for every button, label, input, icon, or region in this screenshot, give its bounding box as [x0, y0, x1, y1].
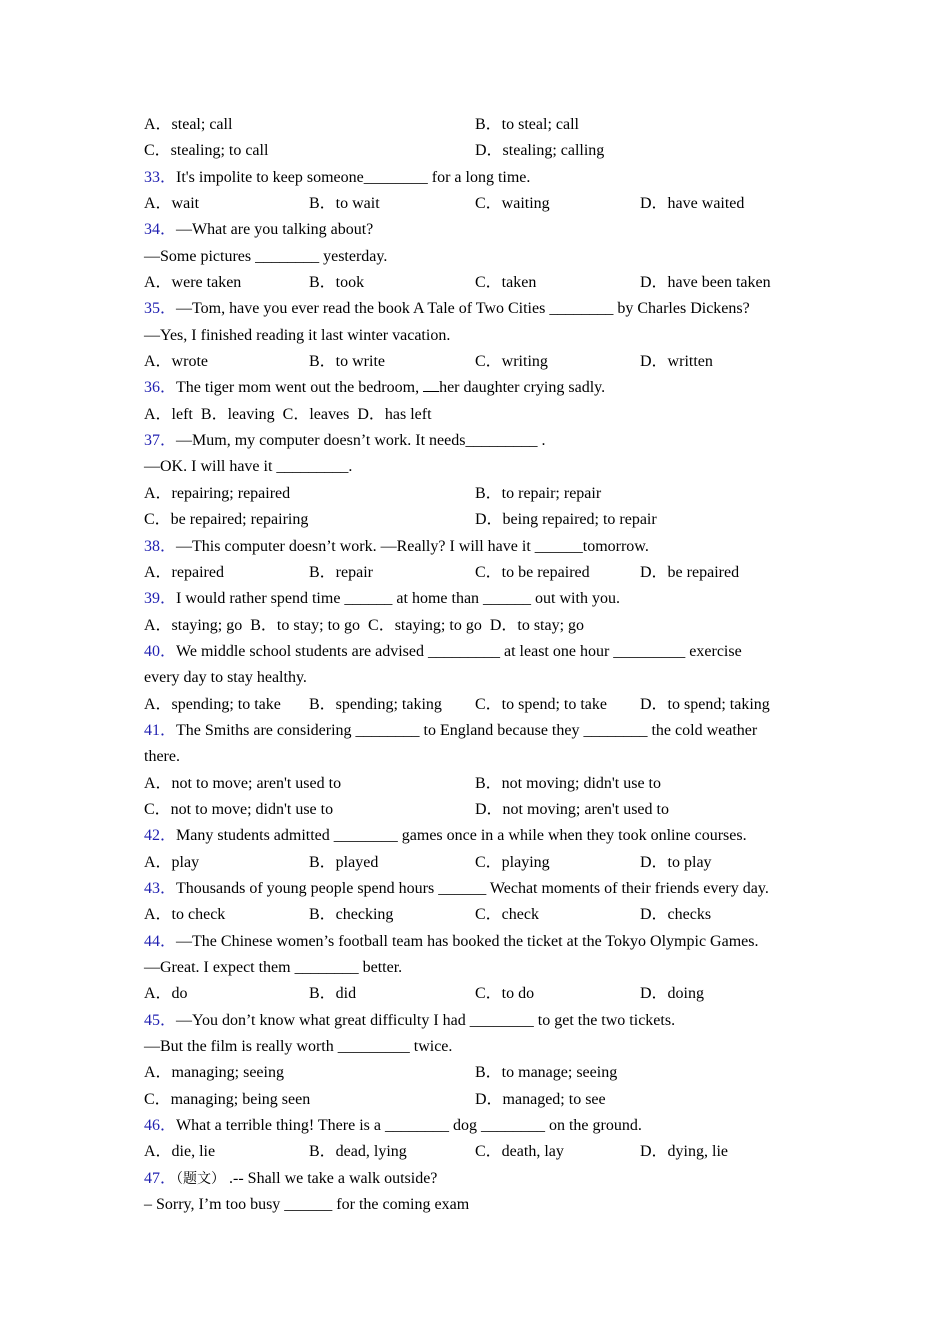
option-row — [144, 481, 804, 507]
question-text: —You don’t know what great difficulty I had ________ to get the two tickets. — [176, 1011, 676, 1029]
option-d: D．to stay; go — [489, 616, 585, 634]
question-43 — [144, 876, 804, 902]
question-text-line: —But the film is really worth _________ twice. — [144, 1038, 453, 1056]
option-d: D．checks — [640, 906, 712, 924]
question-46 — [144, 1113, 804, 1139]
question-39 — [144, 586, 804, 612]
option-b: B．leaving — [200, 405, 275, 423]
question-text: What a terrible thing! There is a ________ dog ________ on the ground. — [176, 1117, 642, 1135]
option-b: B．checking — [309, 906, 394, 924]
question-number: 35． — [144, 300, 177, 318]
option-a: A．steal; call — [144, 116, 233, 133]
option-c: C．to be repaired — [475, 563, 590, 581]
option-d: D．have waited — [640, 195, 745, 213]
question-number: 34． — [144, 221, 177, 239]
option-d: D．have been taken — [640, 274, 771, 292]
option-row — [144, 1139, 804, 1165]
option-b: B．repair — [309, 563, 373, 581]
option-c: C．playing — [475, 853, 550, 871]
option-c: C．taken — [475, 274, 537, 292]
option-c: C．leaves — [282, 405, 350, 423]
option-a: A．staying; go — [144, 616, 243, 634]
answer-blank — [423, 376, 439, 392]
option-row — [144, 613, 804, 639]
option-row — [144, 1060, 804, 1086]
option-a: A．play — [144, 853, 200, 871]
question-number: 40． — [144, 642, 177, 660]
option-row — [144, 138, 804, 164]
option-d: D．stealing; calling — [475, 142, 605, 160]
option-b: B．not moving; didn't use to — [475, 774, 662, 792]
question-list — [144, 112, 804, 1218]
option-row — [144, 349, 804, 375]
option-a: A．die, lie — [144, 1143, 216, 1161]
option-row — [144, 1087, 804, 1113]
option-b: B．to steal; call — [475, 116, 579, 133]
option-d: D．doing — [640, 985, 705, 1003]
option-d: D．written — [640, 353, 713, 371]
question-33 — [144, 165, 804, 191]
question-number: 43． — [144, 879, 177, 897]
question-38 — [144, 534, 804, 560]
option-b: B．played — [309, 853, 379, 871]
option-a: A．repairing; repaired — [144, 484, 291, 502]
question-number: 33． — [144, 168, 177, 186]
question-41 — [144, 718, 804, 744]
question-37 — [144, 428, 804, 454]
option-d: D．being repaired; to repair — [475, 511, 657, 529]
question-number: 44． — [144, 932, 177, 950]
option-c: C．writing — [475, 353, 548, 371]
option-c: C．to spend; to take — [475, 695, 607, 713]
option-b: B．spending; taking — [309, 695, 442, 713]
question-text: Thousands of young people spend hours ______ Wechat moments of their friends every day. — [176, 879, 769, 897]
option-b: B．dead, lying — [309, 1143, 407, 1161]
option-c: C．staying; to go — [368, 616, 482, 634]
option-b: B．to stay; to go — [250, 616, 361, 634]
option-a: A．managing; seeing — [144, 1064, 284, 1082]
option-c: C．to do — [475, 985, 535, 1003]
option-b: B．to wait — [309, 195, 380, 213]
question-text: The tiger mom went out the bedroom, — [176, 379, 424, 397]
question-36 — [144, 375, 804, 401]
question-number: 38． — [144, 537, 177, 555]
question-number: 37． — [144, 432, 177, 450]
option-d: D．be repaired — [640, 563, 740, 581]
question-text: —Mum, my computer doesn’t work. It needs_________ . — [176, 432, 546, 450]
option-a: A．spending; to take — [144, 695, 281, 713]
option-c: C．managing; being seen — [144, 1090, 311, 1108]
question-tag: （题文） — [176, 1170, 226, 1187]
question-number: 36． — [144, 379, 177, 397]
option-row — [144, 560, 804, 586]
question-text-line: every day to stay healthy. — [144, 669, 307, 687]
question-number: 41． — [144, 721, 177, 739]
option-row — [144, 850, 804, 876]
question-text: It's impolite to keep someone________ for a long time. — [176, 168, 531, 186]
option-d: D．not moving; aren't used to — [475, 800, 669, 818]
option-row — [144, 112, 804, 138]
option-row — [144, 902, 804, 928]
question-47 — [144, 1166, 804, 1192]
option-a: A．wrote — [144, 353, 208, 371]
question-number: 47． — [144, 1169, 177, 1187]
question-text: —What are you talking about? — [176, 221, 374, 239]
option-c: C．waiting — [475, 195, 550, 213]
option-a: A．left — [144, 405, 193, 423]
option-d: D．to play — [640, 853, 712, 871]
question-text: The Smiths are considering ________ to England because they ________ the cold weather — [176, 721, 758, 739]
question-number: 39． — [144, 590, 177, 608]
option-c: C．stealing; to call — [144, 142, 269, 160]
question-number: 42． — [144, 827, 177, 845]
option-row — [144, 402, 804, 428]
option-row — [144, 981, 804, 1007]
question-45 — [144, 1008, 804, 1034]
option-d: D．managed; to see — [475, 1090, 606, 1108]
question-40 — [144, 639, 804, 665]
question-text-line: —Great. I expect them ________ better. — [144, 959, 403, 976]
question-text: I would rather spend time ______ at home than ______ out with you. — [176, 590, 620, 608]
option-c: C．death, lay — [475, 1143, 564, 1161]
option-b: B．took — [309, 274, 365, 292]
question-number: 46． — [144, 1117, 177, 1135]
option-a: A．to check — [144, 906, 226, 924]
question-text: .-- Shall we take a walk outside? — [225, 1169, 438, 1187]
option-b: B．to repair; repair — [475, 484, 602, 502]
option-c: C．check — [475, 906, 539, 924]
option-row — [144, 771, 804, 797]
question-text: —The Chinese women’s football team has booked the ticket at the Tokyo Olympic Games. — [176, 932, 759, 950]
question-text: her daughter crying sadly. — [439, 379, 606, 397]
option-c: C．be repaired; repairing — [144, 511, 309, 529]
option-row — [144, 191, 804, 217]
option-a: A．do — [144, 985, 188, 1003]
question-text: Many students admitted ________ games once in a while when they took online courses. — [176, 827, 747, 845]
question-44 — [144, 929, 804, 955]
option-row — [144, 797, 804, 823]
option-d: D．to spend; taking — [640, 695, 770, 713]
question-text-line: —Some pictures ________ yesterday. — [144, 247, 388, 265]
option-row — [144, 270, 804, 296]
option-a: A．repaired — [144, 563, 224, 581]
question-34 — [144, 217, 804, 243]
option-d: D．has left — [357, 405, 432, 423]
option-row — [144, 507, 804, 533]
option-b: B．did — [309, 985, 357, 1003]
option-d: D．dying, lie — [640, 1143, 728, 1161]
question-35 — [144, 296, 804, 322]
option-c: C．not to move; didn't use to — [144, 800, 334, 818]
option-b: B．to write — [309, 353, 385, 371]
question-text: We middle school students are advised _________ at least one hour _________ exercise — [176, 642, 742, 660]
question-text: —This computer doesn’t work. —Really? I will have it ______tomorrow. — [176, 537, 649, 555]
option-a: A．wait — [144, 195, 200, 213]
option-b: B．to manage; seeing — [475, 1064, 618, 1082]
option-a: A．were taken — [144, 274, 242, 292]
option-a: A．not to move; aren't used to — [144, 774, 342, 792]
question-42 — [144, 823, 804, 849]
option-row — [144, 692, 804, 718]
question-number: 45． — [144, 1011, 177, 1029]
question-text-line: there. — [144, 748, 180, 766]
question-text-line: —OK. I will have it _________. — [144, 458, 353, 476]
question-text-line: —Yes, I finished reading it last winter vacation. — [144, 326, 451, 344]
question-text-line: – Sorry, I’m too busy ______ for the coming exam — [144, 1196, 470, 1214]
question-text: —Tom, have you ever read the book A Tale of Two Cities ________ by Charles Dickens? — [176, 300, 750, 318]
